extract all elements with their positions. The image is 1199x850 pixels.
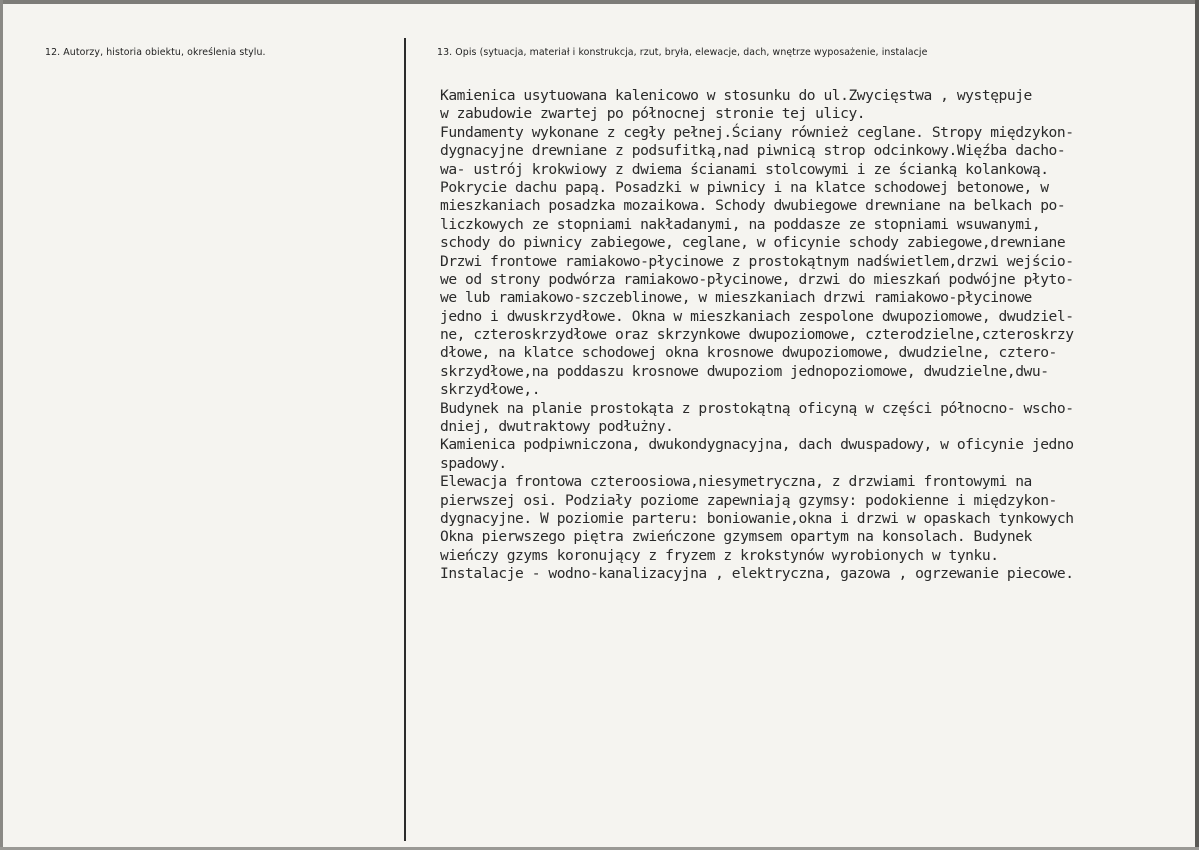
description-line: dygnacyjne. W poziomie parteru: boniowanie,okna i drzwi w opaskach tynkowych (440, 509, 1074, 527)
description-line: Pokrycie dachu papą. Posadzki w piwnicy i na klatce schodowej betonowe, w (440, 178, 1049, 196)
description-line: Instalacje - wodno-kanalizacyjna , elektryczna, gazowa , ogrzewanie piecowe. (440, 565, 1074, 583)
description-line: we lub ramiakowo-szczeblinowe, w mieszkaniach drzwi ramiakowo-płycinowe (440, 289, 1032, 307)
description-line: pierwszej osi. Podziały poziome zapewniają gzymsy: podokienne i międzykon- (440, 491, 1057, 509)
description-line: Kamienica usytuowana kalenicowo w stosunku do ul.Zwycięstwa , występuje (440, 87, 1032, 104)
description-line: Drzwi frontowe ramiakowo-płycinowe z prostokątnym nadświetlem,drzwi wejścio- (440, 252, 1074, 270)
description-line: w zabudowie zwartej po północnej stronie tej ulicy. (440, 105, 866, 123)
description-line: Budynek na planie prostokąta z prostokątną oficyną w części północno- wscho- (440, 399, 1074, 417)
description-line: schody do piwnicy zabiegowe, ceglane, w oficynie schody zabiegowe,drewniane (440, 234, 1066, 252)
description-line: dygnacyjne drewniane z podsufitką,nad piwnicą strop odcinkowy.Więźba dacho- (440, 142, 1066, 160)
description-line: dniej, dwutraktowy podłużny. (440, 418, 674, 436)
description-line: jedno i dwuskrzydłowe. Okna w mieszkaniach zespolone dwupoziomowe, dwudziel- (440, 307, 1074, 325)
description-line: mieszkaniach posadzka mozaikowa. Schody dwubiegowe drewniane na belkach po- (440, 197, 1066, 215)
description-line: Fundamenty wykonane z cegły pełnej.Ściany również ceglane. Stropy międzykon- (440, 123, 1074, 141)
scan-edge-top (0, 0, 1199, 4)
description-line: Okna pierwszego piętra zwieńczone gzymsem opartym na konsolach. Budynek (440, 528, 1032, 546)
column-divider (404, 38, 406, 841)
description-line: spadowy. (440, 454, 507, 472)
scan-edge-left (0, 0, 3, 850)
description-line: wa- ustrój krokwiowy z dwiema ścianami stolcowymi i ze ścianką kolankową. (440, 160, 1049, 178)
description-line: skrzydłowe,na poddaszu krosnowe dwupoziom jednopoziomowe, dwudzielne,dwu- (440, 362, 1049, 380)
description-line: we od strony podwórza ramiakowo-płycinowe, drzwi do mieszkań podwójne płyto- (440, 270, 1074, 288)
description-line: wieńczy gzyms koronujący z fryzem z krokstynów wyrobionych w tynku. (440, 546, 999, 564)
section-13-heading: 13. Opis (sytuacja, materiał i konstrukcja, rzut, bryła, elewacje, dach, wnętrze wyposażenie, instalacje (437, 47, 928, 58)
description-line: Elewacja frontowa czteroosiowa,niesymetryczna, z drzwiami frontowymi na (440, 473, 1032, 491)
description-line: dłowe, na klatce schodowej okna krosnowe dwupoziomowe, dwudzielne, cztero- (440, 344, 1057, 362)
description-line: Kamienica podpiwniczona, dwukondygnacyjna, dach dwuspadowy, w oficynie jedno (440, 436, 1074, 454)
section-12-heading: 12. Autorzy, historia obiektu, określenia stylu. (45, 47, 266, 58)
typed-description (440, 87, 1199, 584)
description-line: liczkowych ze stopniami nakładanymi, na poddasze ze stopniami wsuwanymi, (440, 215, 1041, 233)
description-line: skrzydłowe,. (440, 381, 541, 399)
description-line: ne, czteroskrzydłowe oraz skrzynkowe dwupoziomowe, czterodzielne,czteroskrzy (440, 326, 1074, 344)
